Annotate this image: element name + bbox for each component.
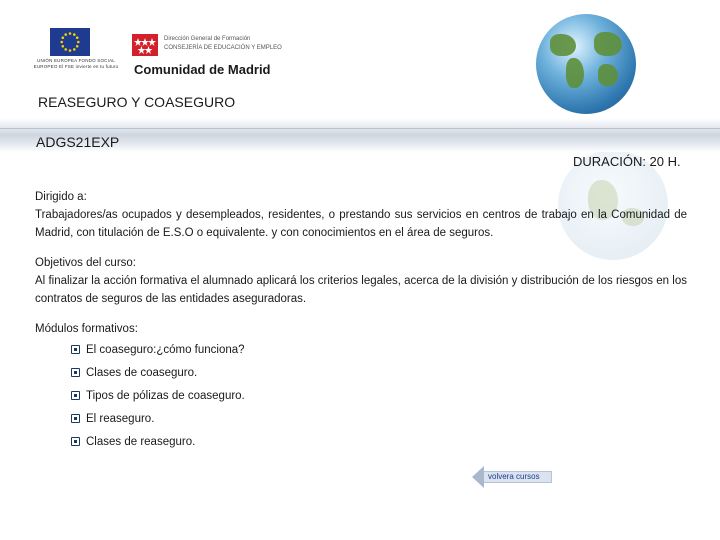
list-item xyxy=(71,338,245,361)
checkbox-bullet-icon xyxy=(71,391,80,400)
globe-icon xyxy=(536,14,636,114)
module-label: Tipos de pólizas de coaseguro. xyxy=(86,389,245,402)
madrid-logo-department: Dirección General de Formación xyxy=(164,36,251,42)
eu-flag-icon xyxy=(50,28,90,56)
course-code: ADGS21EXP xyxy=(36,134,120,150)
list-item xyxy=(71,384,245,407)
audience-text: Trabajadores/as ocupados y desempleados, residentes, o prestando sus servicios en centros de trabajo en la Comunidad de Madrid, con titulación de E.S.O o equivalente. y con conocimientos en el área de seguros. xyxy=(35,209,687,239)
modules-label: Módulos formativos: xyxy=(35,323,138,335)
course-description xyxy=(35,188,687,338)
checkbox-bullet-icon xyxy=(71,437,80,446)
audience-label: Dirigido a: xyxy=(35,191,87,203)
band-divider xyxy=(0,128,720,129)
course-duration: DURACIÓN: 20 H. xyxy=(573,154,681,169)
list-item xyxy=(71,407,245,430)
checkbox-bullet-icon xyxy=(71,414,80,423)
module-label: Clases de coaseguro. xyxy=(86,366,198,379)
eu-logo xyxy=(26,28,126,80)
madrid-flag-icon xyxy=(132,34,158,56)
list-item xyxy=(71,430,245,453)
checkbox-bullet-icon xyxy=(71,368,80,377)
modules-list xyxy=(71,338,245,453)
checkbox-bullet-icon xyxy=(71,345,80,354)
course-title: REASEGURO Y COASEGURO xyxy=(38,94,236,110)
module-label: El coaseguro:¿cómo funciona? xyxy=(86,343,245,356)
module-label: Clases de reaseguro. xyxy=(86,435,196,448)
list-item xyxy=(71,361,245,384)
back-to-courses-button[interactable] xyxy=(472,468,552,486)
eu-logo-text: UNIÓN EUROPEA FONDO SOCIAL EUROPEO El FSE invierte en tu futuro xyxy=(33,58,119,69)
objectives-label: Objetivos del curso: xyxy=(35,257,136,269)
module-label: El reaseguro. xyxy=(86,412,155,425)
madrid-logo-name: Comunidad de Madrid xyxy=(134,62,271,77)
back-button-label: volvera cursos xyxy=(488,472,540,481)
left-arrow-icon xyxy=(472,466,484,488)
comunidad-madrid-logo xyxy=(132,34,302,78)
objectives-text: Al finalizar la acción formativa el alumnado aplicará los criterios legales, acerca de la división y distribución de los riesgos en los contratos de seguros de las entidades aseguradoras. xyxy=(35,275,687,305)
madrid-logo-ministry: CONSEJERÍA DE EDUCACIÓN Y EMPLEO xyxy=(164,45,282,51)
